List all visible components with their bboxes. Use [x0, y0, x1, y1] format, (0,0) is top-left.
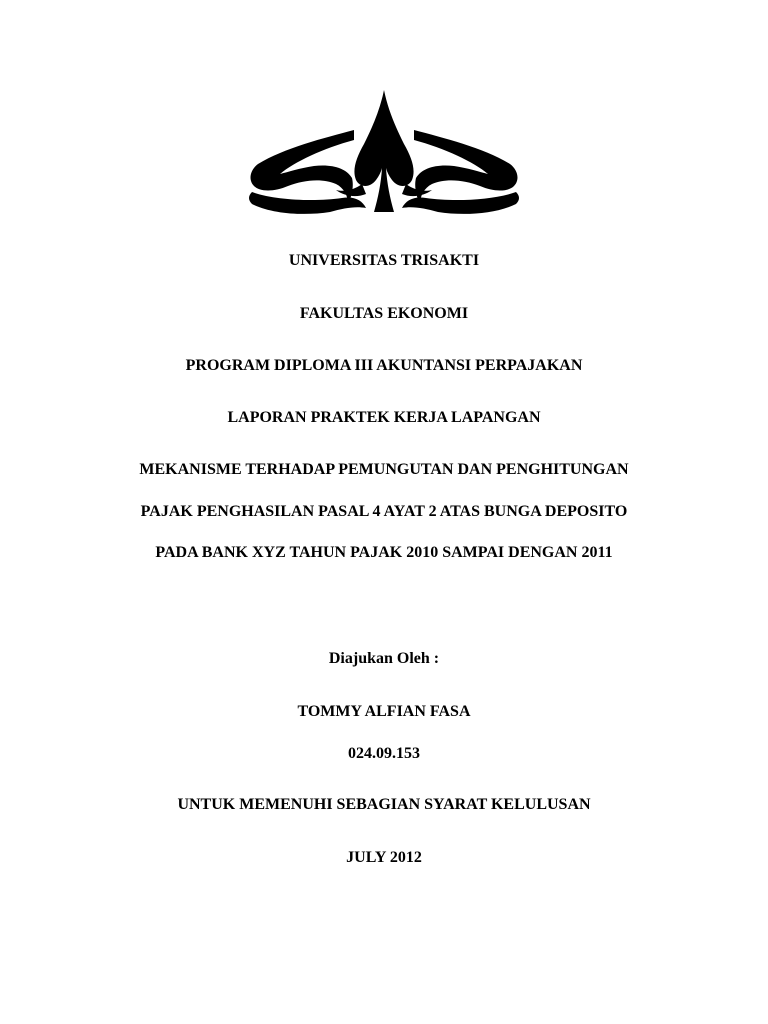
- author-name: TOMMY ALFIAN FASA: [297, 703, 471, 720]
- university-emblem-icon: [244, 88, 524, 218]
- student-id: 024.09.153: [348, 745, 420, 762]
- report-title-line: MEKANISME TERHADAP PEMUNGUTAN DAN PENGHITUNGAN: [139, 461, 629, 478]
- report-title-line: PADA BANK XYZ TAHUN PAJAK 2010 SAMPAI DENGAN 2011: [155, 544, 613, 561]
- program-name: PROGRAM DIPLOMA III AKUNTANSI PERPAJAKAN: [185, 357, 583, 374]
- report-title-line: PAJAK PENGHASILAN PASAL 4 AYAT 2 ATAS BUNGA DEPOSITO: [140, 503, 628, 520]
- submitted-by-label: Diajukan Oleh :: [328, 650, 440, 667]
- purpose-statement: UNTUK MEMENUHI SEBAGIAN SYARAT KELULUSAN: [177, 796, 591, 813]
- document-date: JULY 2012: [346, 849, 422, 866]
- faculty-name: FAKULTAS EKONOMI: [299, 305, 469, 322]
- report-type: LAPORAN PRAKTEK KERJA LAPANGAN: [227, 409, 541, 426]
- university-name: UNIVERSITAS TRISAKTI: [288, 252, 480, 269]
